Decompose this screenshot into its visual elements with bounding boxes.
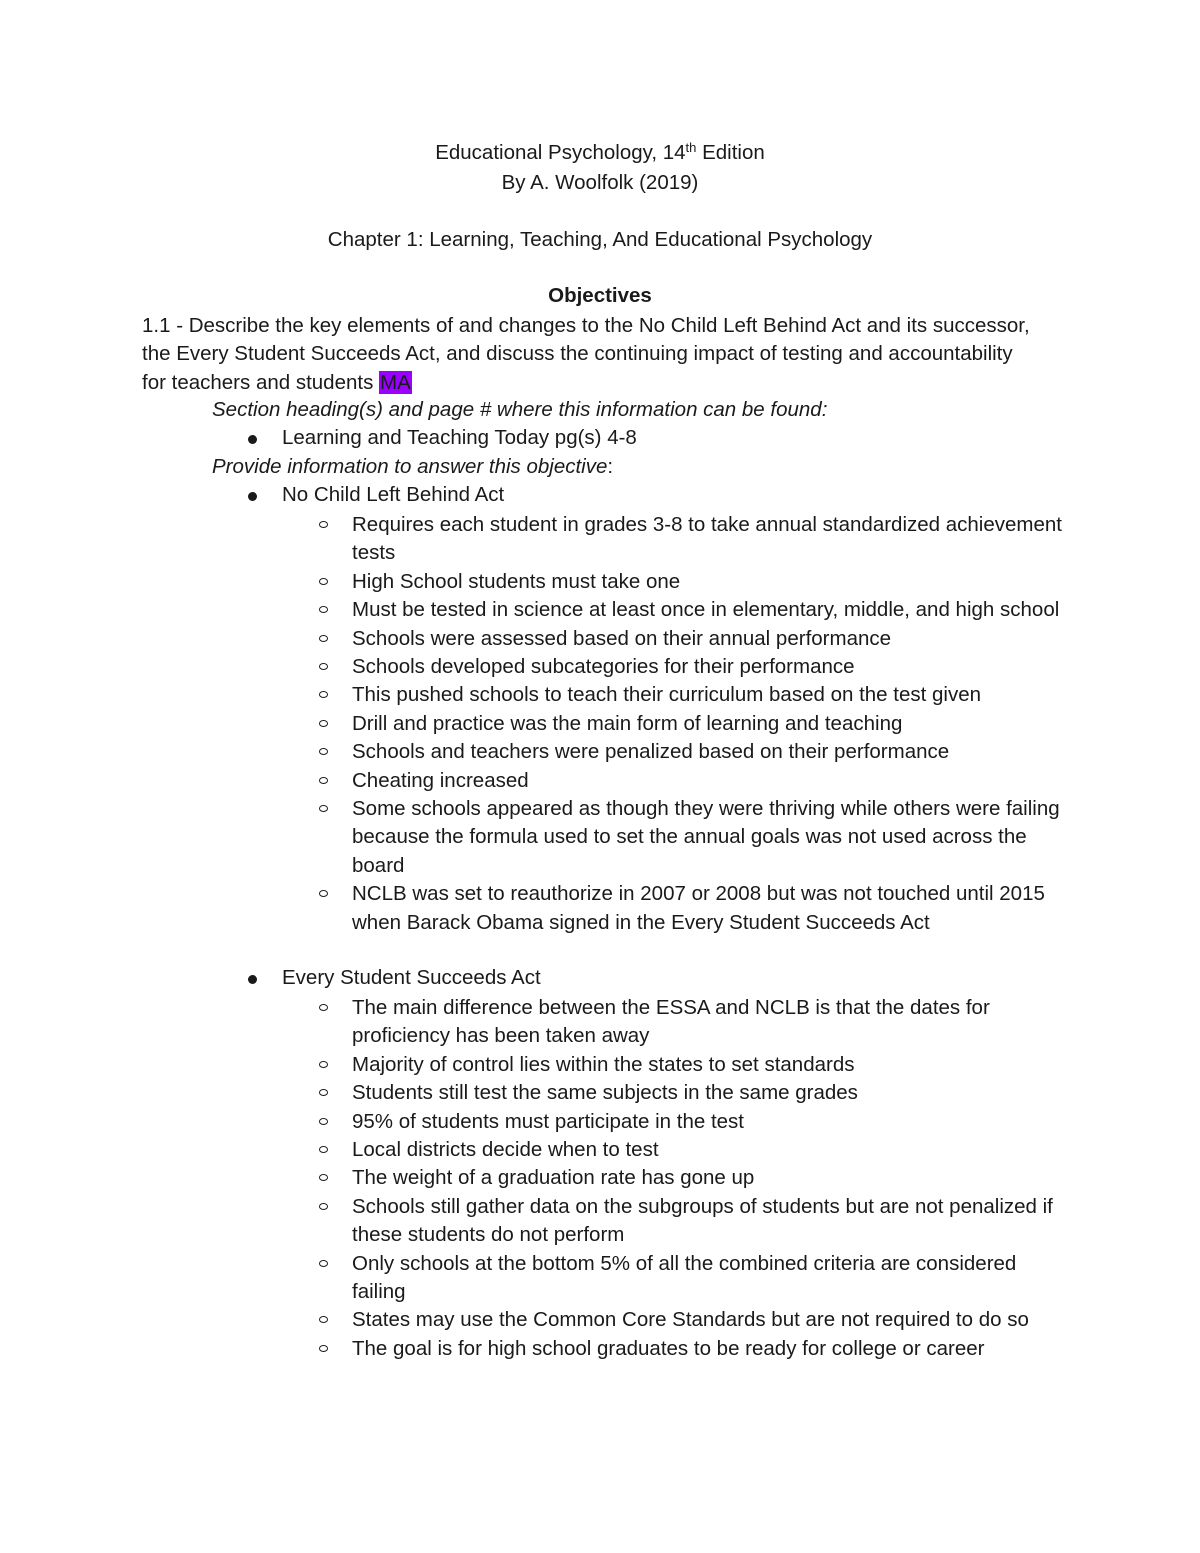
list-item-text: Some schools appeared as though they were thriving while others were failing because the formula used to set the annual goals was not used across the board bbox=[352, 797, 1060, 877]
circle-bullet-icon bbox=[319, 1146, 328, 1153]
bullet-dot-icon bbox=[248, 435, 257, 444]
circle-bullet-icon bbox=[319, 1203, 328, 1210]
nclb-list bbox=[352, 511, 1062, 937]
list-item-text: Students still test the same subjects in the same grades bbox=[352, 1081, 858, 1105]
objectives-heading: Objectives bbox=[548, 284, 652, 307]
circle-bullet-icon bbox=[319, 1061, 328, 1068]
section-heading-label: Section heading(s) and page # where this information can be found: bbox=[212, 398, 828, 421]
essa-heading: Every Student Succeeds Act bbox=[282, 966, 541, 989]
circle-bullet-icon bbox=[319, 1118, 328, 1125]
circle-bullet-icon bbox=[319, 606, 328, 613]
list-item-text: Must be tested in science at least once in elementary, middle, and high school bbox=[352, 598, 1060, 622]
bullet-dot-icon bbox=[248, 975, 257, 984]
list-item-text: Schools and teachers were penalized based on their performance bbox=[352, 740, 950, 764]
list-item-text: Schools were assessed based on their annual performance bbox=[352, 626, 892, 650]
section-item bbox=[282, 426, 637, 450]
circle-bullet-icon bbox=[319, 1260, 328, 1267]
list-item bbox=[352, 1136, 1062, 1164]
circle-bullet-icon bbox=[319, 1174, 328, 1181]
circle-bullet-icon bbox=[319, 890, 328, 897]
list-item-text: The goal is for high school graduates to be ready for college or career bbox=[352, 1336, 985, 1360]
list-item bbox=[352, 1250, 1062, 1307]
list-item-text: Only schools at the bottom 5% of all the combined criteria are considered failing bbox=[352, 1251, 1017, 1304]
circle-bullet-icon bbox=[319, 1345, 328, 1352]
list-item bbox=[352, 568, 1062, 596]
nclb-heading-item bbox=[282, 483, 504, 507]
circle-bullet-icon bbox=[319, 663, 328, 670]
circle-bullet-icon bbox=[319, 1316, 328, 1323]
list-item bbox=[352, 1306, 1062, 1334]
document-author: By A. Woolfolk (2019) bbox=[501, 171, 699, 194]
list-item bbox=[352, 880, 1062, 937]
list-item bbox=[352, 625, 1062, 653]
list-item bbox=[352, 511, 1062, 568]
objective-paragraph bbox=[142, 312, 1042, 397]
list-item bbox=[352, 681, 1062, 709]
objective-text: 1.1 - Describe the key elements of and changes to the No Child Left Behind Act and its successor, the Every Student Succeeds Act, and discuss the continuing impact of testing and accountability for teachers and students bbox=[142, 314, 1030, 394]
circle-bullet-icon bbox=[319, 521, 328, 528]
circle-bullet-icon bbox=[319, 578, 328, 585]
circle-bullet-icon bbox=[319, 1004, 328, 1011]
list-item-text: Drill and practice was the main form of learning and teaching bbox=[352, 711, 903, 735]
list-item-text: NCLB was set to reauthorize in 2007 or 2008 but was not touched until 2015 when Barack Obama signed in the Every Student Succeeds Act bbox=[352, 882, 1045, 934]
objective-tag-highlight: MA bbox=[380, 370, 411, 394]
circle-bullet-icon bbox=[319, 720, 328, 727]
list-item bbox=[352, 653, 1062, 681]
list-item-text: Local districts decide when to test bbox=[352, 1138, 659, 1162]
title-suffix: Edition bbox=[696, 141, 765, 164]
chapter-title: Chapter 1: Learning, Teaching, And Educational Psychology bbox=[327, 228, 873, 251]
nclb-heading: No Child Left Behind Act bbox=[282, 483, 505, 506]
list-item-text: The main difference between the ESSA and NCLB is that the dates for proficiency has been taken away bbox=[352, 996, 990, 1048]
list-item bbox=[352, 1051, 1062, 1079]
essa-heading-item bbox=[282, 966, 541, 990]
provide-information-label bbox=[212, 455, 613, 479]
list-item bbox=[352, 1193, 1062, 1250]
list-item bbox=[352, 1164, 1062, 1192]
circle-bullet-icon bbox=[319, 777, 328, 784]
list-item bbox=[352, 596, 1062, 624]
title-prefix: Educational Psychology, 14 bbox=[435, 141, 686, 164]
circle-bullet-icon bbox=[319, 805, 328, 812]
list-item bbox=[352, 710, 1062, 738]
title-superscript: th bbox=[685, 140, 697, 155]
list-item bbox=[352, 1079, 1062, 1107]
list-item bbox=[352, 738, 1062, 766]
document-title bbox=[0, 141, 1200, 165]
list-item bbox=[352, 1335, 1062, 1363]
list-item-text: 95% of students must participate in the test bbox=[352, 1109, 744, 1133]
circle-bullet-icon bbox=[319, 748, 328, 755]
list-item-text: The weight of a graduation rate has gone up bbox=[352, 1166, 755, 1190]
list-item-text: High School students must take one bbox=[352, 569, 681, 593]
provide-label-colon: : bbox=[607, 455, 614, 478]
list-item-text: This pushed schools to teach their curriculum based on the test given bbox=[352, 683, 982, 707]
list-item bbox=[352, 994, 1062, 1051]
list-item-text: Cheating increased bbox=[352, 768, 529, 792]
list-item-text: Requires each student in grades 3-8 to take annual standardized achievement tests bbox=[352, 513, 1062, 565]
circle-bullet-icon bbox=[319, 691, 328, 698]
list-item bbox=[352, 767, 1062, 795]
provide-label-text: Provide information to answer this objective bbox=[212, 455, 608, 478]
list-item-text: Schools still gather data on the subgroups of students but are not penalized if these students do not perform bbox=[352, 1194, 1053, 1247]
list-item bbox=[352, 1108, 1062, 1136]
list-item bbox=[352, 795, 1062, 880]
list-item-text: Majority of control lies within the states to set standards bbox=[352, 1052, 855, 1076]
essa-list bbox=[352, 994, 1062, 1363]
bullet-dot-icon bbox=[248, 492, 257, 501]
list-item-text: States may use the Common Core Standards but are not required to do so bbox=[352, 1308, 1029, 1332]
section-item-text: Learning and Teaching Today pg(s) 4-8 bbox=[282, 426, 637, 449]
circle-bullet-icon bbox=[319, 1089, 328, 1096]
list-item-text: Schools developed subcategories for their performance bbox=[352, 655, 855, 679]
circle-bullet-icon bbox=[319, 635, 328, 642]
